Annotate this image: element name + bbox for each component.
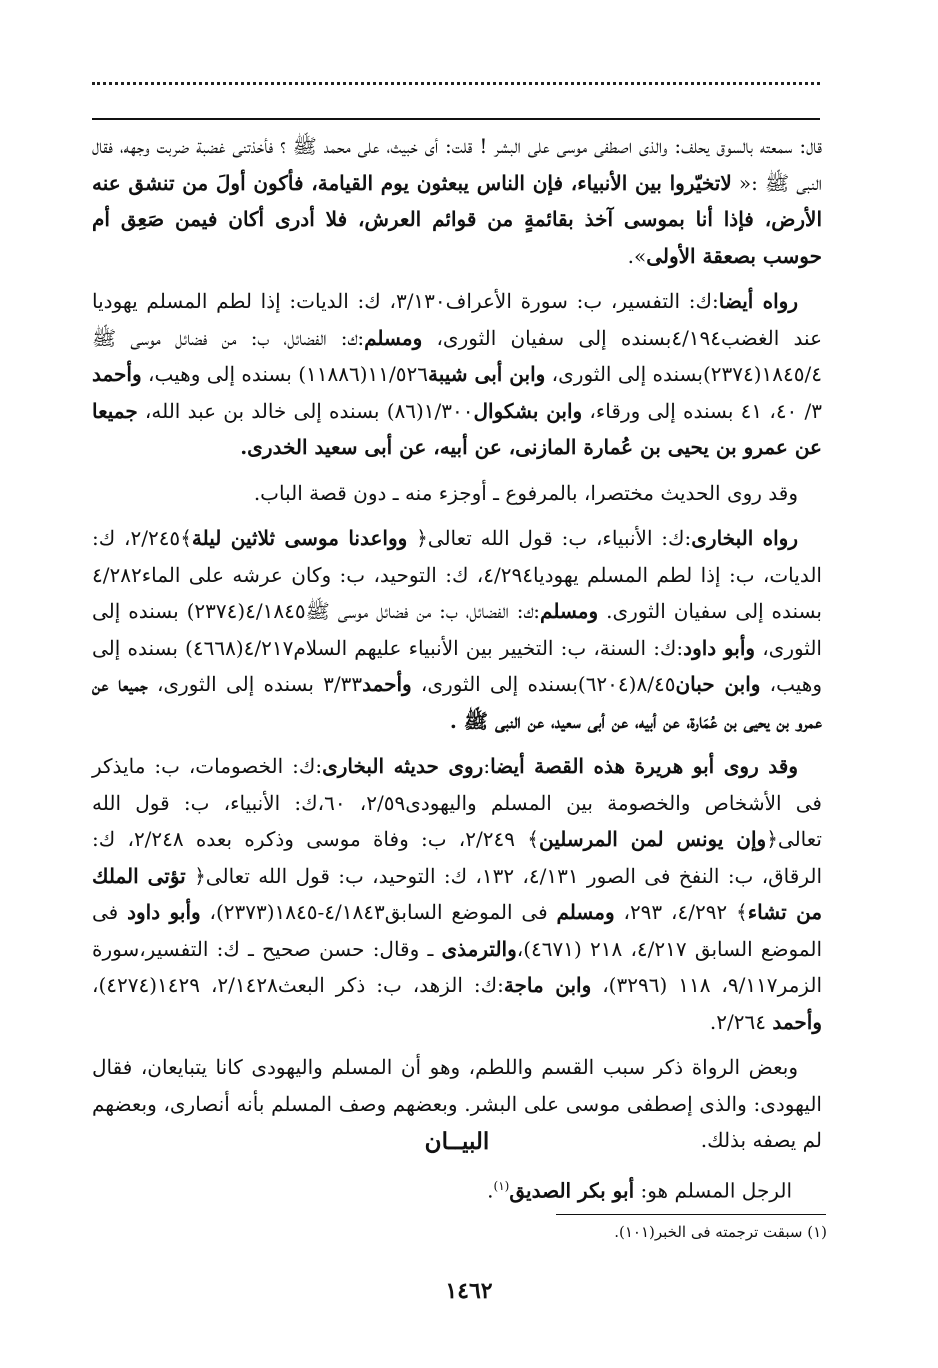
bold-segment: جميعا عن عمرو بن يحيى بن عُمَارة، عن أبيه، عن أبى سعيد، عن النبى ﷺ . — [92, 672, 822, 733]
text-segment: فى الموضع السابق٤/١٨٤٣-١٨٤٥(٢٣٧٣)، — [200, 900, 557, 924]
text-segment: ﴾٢/٢٤٥، ك: الديات، ب: إذا لطم المسلم يهوديا٤/٢٩٤، ك: التوحيد، ب: وكان عرشه على الماء٤/٢٨٢ بسنده إلى سفيان الثورى. — [92, 526, 822, 623]
bold-segment: وأحمد — [92, 362, 142, 386]
text-segment: :ك: الفضائل، ب: من فضائل موسى ﷺ٤/١٨٤٥(٢٣٧٤) بسنده إلى الثورى، — [92, 599, 822, 660]
bold-segment: وواعدنا موسى ثلاثين ليلة — [191, 526, 408, 550]
paragraph-takhrij-3 — [92, 748, 822, 1040]
text-segment: وبعض الرواة ذكر سبب القسم واللطم، وهو أن المسلم واليهودى كانا يتبايعان، فقال اليهودى: والذى إصطفى موسى على البشر. وبعضهم وصف المسلم بأنه أنصارى، وبعضهم لم يصفه بذلك. — [92, 1055, 822, 1152]
bold-segment: ومسلم — [540, 599, 599, 623]
answer-suffix: . — [487, 1178, 494, 1203]
text-segment: ٢/٢٦٤. — [709, 1009, 773, 1034]
bold-segment: وأبو داود — [127, 900, 201, 924]
text-segment: :ك: الزهد، ب: ذكر البعث٢/١٤٢٨، ١٤٢٩(٤٢٧٤)، — [92, 973, 504, 997]
bold-segment: والترمذى — [441, 936, 517, 961]
section-heading: البيــان — [424, 1128, 490, 1155]
footnote-rule — [556, 1214, 826, 1215]
paragraph-takhrij-1 — [92, 283, 822, 466]
bold-segment: رواه أيضا — [718, 289, 798, 313]
bold-segment: وإن يونس لمن المرسلين — [538, 827, 767, 851]
text-segment: ١١/٥٢٦(١١٨٨٦) بسنده إلى وهيب، — [141, 362, 428, 386]
text-segment: وقد روى الحديث مختصرا، بالمرفوع ـ أوجزء منه ـ دون قصة الباب. — [253, 480, 798, 505]
footnote: (١) سبقت ترجمته فى الخبر(١٠١). — [614, 1223, 827, 1241]
answer-name: أبو بكر الصديق — [509, 1178, 635, 1203]
bold-segment: رواه البخارى — [691, 526, 799, 550]
bold-segment: وابن بشكوال — [473, 398, 583, 423]
bold-segment: ومسلم — [556, 900, 615, 924]
text-segment: ـ وقال: حسن صحيح ـ ك: التفسير،سورة الزمر٩/١١٧، ١١٨ (٣٢٩٦)، — [92, 936, 822, 997]
bold-segment: وابن حبان — [675, 672, 761, 696]
text-segment: ٣/ ٤٠، ٤١ بسنده إلى ورقاء، — [582, 398, 822, 423]
text-segment: :ك: الخصومات، ب: مايذكر فى الأشخاص والخصومة بين المسلم واليهودى٢/٥٩، ٦٠،ك: الأنبياء، ب: قول الله تعالى﴿ — [92, 754, 822, 851]
text-segment: ١/٣٠٠(٨٦) بسنده إلى خالد بن عبد الله، — [137, 398, 474, 423]
footnote-ref: (١) — [493, 1179, 510, 1193]
page-number: ١٤٦٢ — [445, 1278, 493, 1304]
bold-segment: وابن ماجة — [503, 973, 592, 997]
bold-segment: لاتخيّروا بين الأنبياء، فإن الناس يبعثون يوم القيامة، فأكون أولَ من تنشق عنه الأرض، فإذا أنا بموسى آخذ بقائمةٍ من قوائم العرش، فلا أدرى أكان فيمن صَعِق أم حوسب بصعقة الأولى — [92, 170, 822, 268]
text-segment: :ك: السنة، ب: التخيير بين الأنبياء عليهم السلام٤/٢١٧(٤٦٦٨) بسنده إلى وهيب، — [92, 635, 822, 696]
header-dotted-ornament — [92, 82, 820, 103]
text-segment: ٨/٤٥(٦٢٠٤)بسنده إلى الثورى، — [411, 672, 676, 696]
answer-line — [92, 1170, 792, 1207]
text-segment: ﴾ ٤/٢٩٢، ٢٩٣، — [614, 900, 748, 924]
text-segment: :ك: التفسير، ب: سورة الأعراف٣/١٣٠، ك: الديات: إذا لطم المسلم يهوديا عند الغضب٤/١٩٤بسنده إلى سفيان الثورى، — [92, 289, 823, 350]
paragraph-takhrij-2 — [92, 520, 822, 739]
text-segment: ». — [627, 243, 647, 268]
answer-prefix: الرجل المسلم هو: — [634, 1178, 792, 1203]
main-text — [92, 128, 822, 1168]
bold-segment: روى حديثه البخارى — [322, 754, 484, 778]
bold-segment: جميعا عن عمرو بن يحيى بن عُمارة المازنى، عن أبيه، عن أبى سعيد الخدرى. — [92, 398, 822, 459]
text-segment: :ك: الفضائل، ب: من فضائل موسى ﷺ ١٨٤٥/٤(٢٣٧٤)بسنده إلى الثورى، — [92, 325, 822, 386]
bold-segment: وأبو داود — [683, 635, 756, 660]
text-segment: فى الموضع السابق ٤/٢١٧، ٢١٨ (٤٦٧١)، — [92, 900, 823, 961]
text-segment: قال: سمعته بالسوق يحلف: والذى اصطفى موسى على البشر ! قلت: أى خبيث، على محمد ﷺ ؟ فأخذتنى غضبة ضربت وجهه، فقال النبى ﷺ :« — [92, 134, 822, 195]
text-segment: :ك: الأنبياء، ب: قول الله تعالى﴿ — [407, 526, 692, 550]
paragraph-quote — [92, 128, 822, 274]
bold-segment: تؤتى الملك من تشاء — [92, 863, 823, 924]
bold-segment: ومسلم — [364, 325, 423, 350]
text-segment: ﴾ ٢/٢٤٩، ب: وفاة موسى وذكره بعده ٢/٢٤٨، ك: الرقاق، ب: النفخ فى الصور ٤/١٣١، ١٣٢، ك: التوحيد، ب: قول الله تعالى﴿ — [92, 827, 823, 888]
bold-segment: وأحمد — [772, 1009, 822, 1034]
paragraph-note-short — [92, 475, 822, 512]
bold-segment: وأحمد — [362, 672, 412, 696]
text-segment: ٣/٣٣ بسنده إلى الثورى، — [147, 672, 363, 696]
bold-segment: وابن أبى شيبة — [428, 362, 546, 386]
bold-segment: وقد روى أبو هريرة هذه القصة أيضا — [490, 754, 798, 778]
header-rule — [92, 118, 820, 120]
text-segment: : — [483, 754, 491, 778]
